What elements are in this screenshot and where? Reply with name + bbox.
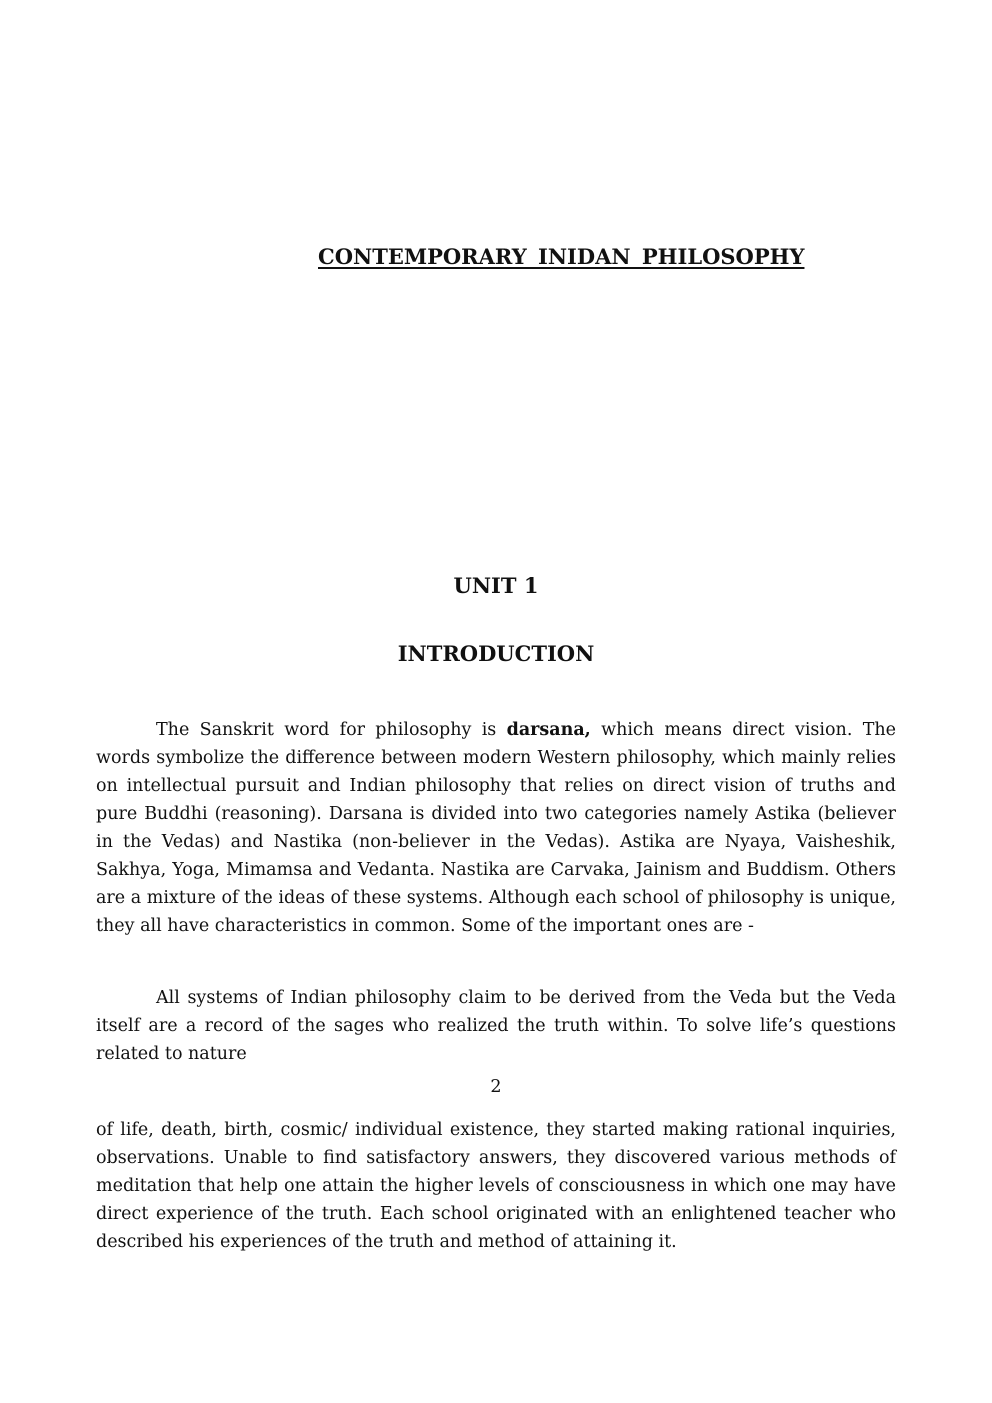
continuation-paragraph: of life, death, birth, cosmic/ individual existence, they started making rational inquiries, observations. Unable to find satisfactory answers, they discovered various methods of meditation that help one attain the higher levels of consciousness in which one may have direct experience of the truth. Each school originated with an enlightened teacher who described his experiences of the truth and method of attaining it. [96,1120,896,1252]
page-title: CONTEMPORARY INIDAN PHILOSOPHY [318,244,805,269]
paragraph-text-start: The Sanskrit word for philosophy is [156,720,507,740]
veda-paragraph: All systems of Indian philosophy claim to be derived from the Veda but the Veda itself are a record of the sages who realized the truth within. To solve life’s questions related to nature [96,988,896,1064]
intro-paragraph [96,716,896,940]
bold-term-darsana: darsana, [506,720,591,740]
section-heading: INTRODUCTION [397,641,595,666]
unit-heading: UNIT 1 [453,573,539,598]
paragraph-text-rest: which means direct vision. The words symbolize the difference between modern Western philosophy, which mainly relies on intellectual pursuit and Indian philosophy that relies on direct vision of truths and pure Buddhi (reasoning). Darsana is divided into two categories namely Astika (believer in the Vedas) and Nastika (non-believer in the Vedas). Astika are Nyaya, Vaisheshik, Sakhya, Yoga, Mimamsa and Vedanta. Nastika are Carvaka, Jainism and Buddism. Others are a mixture of the ideas of these systems. Although each school of philosophy is unique, they all have characteristics in common. Some of the important ones are - [96,720,896,936]
page-number: 2 [490,1077,502,1097]
